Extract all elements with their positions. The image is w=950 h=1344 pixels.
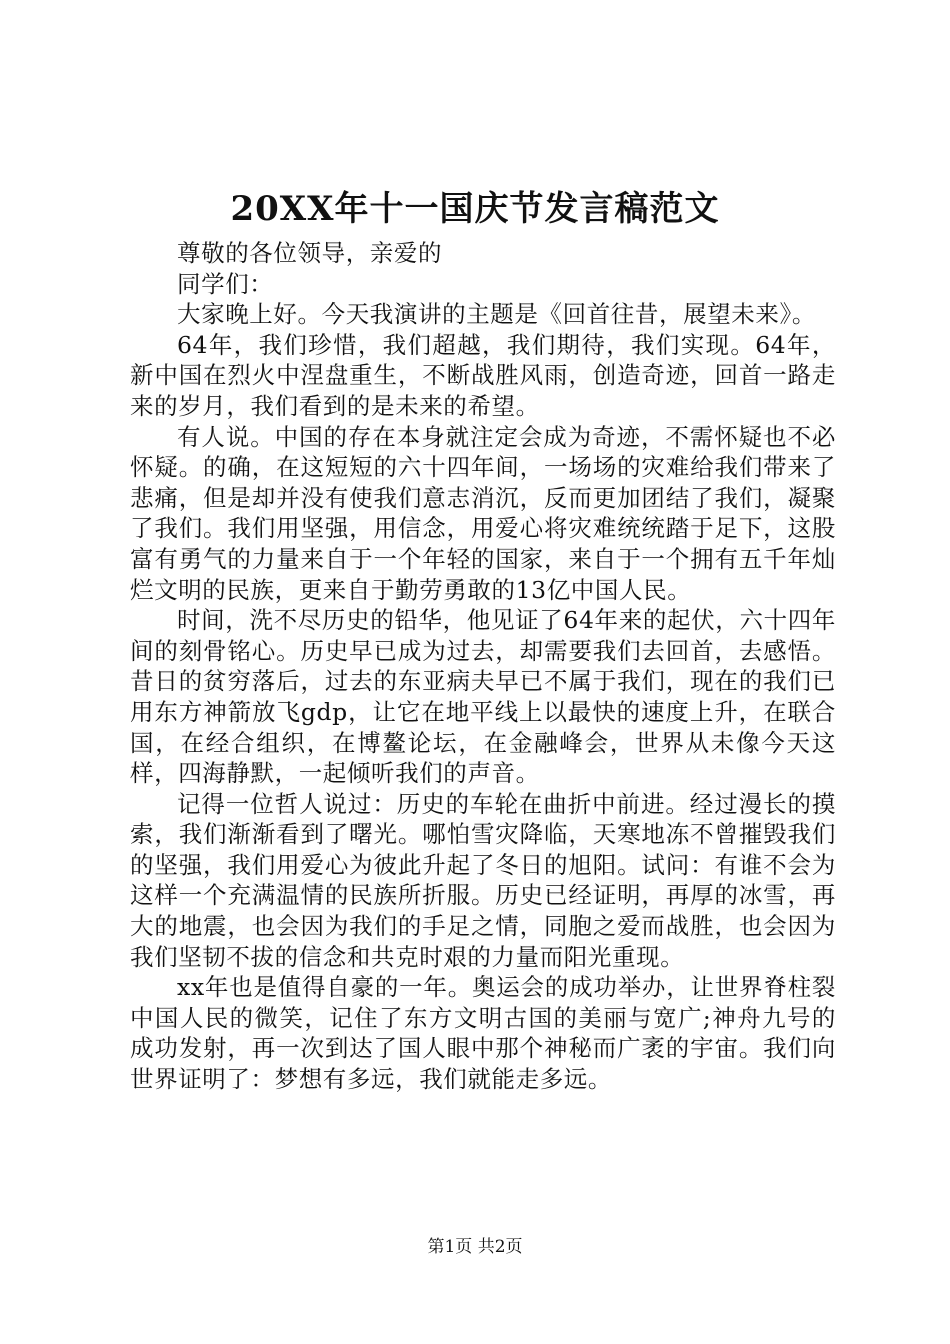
paragraph-salutation-cont: 同学们： xyxy=(177,269,274,298)
paragraph-philosopher: 记得一位哲人说过：历史的车轮在曲折中前进。经过漫长的摸索，我们渐渐看到了曙光。哪怕雪灾降临，天寒地冻不曾摧毁我们的坚强，我们用爱心为彼此升起了冬日的旭阳。试问：有谁不会为这样一个充满温情的民族所折服。历史已经证明，再厚的冰雪，再大的地震，也会因为我们的手足之情，同胞之爱而战胜，也会因为我们坚韧不拔的信念和共克时艰的力量而阳光重现。 xyxy=(130,789,836,971)
paragraph-64-years: 64年，我们珍惜，我们超越，我们期待，我们实现。64年，新中国在烈火中涅盘重生，不断战胜风雨，创造奇迹，回首一路走来的岁月，我们看到的是未来的希望。 xyxy=(130,330,836,420)
paragraph-miracle: 有人说。中国的存在本身就注定会成为奇迹，不需怀疑也不必怀疑。的确，在这短短的六十四年间，一场场的灾难给我们带来了悲痛，但是却并没有使我们意志消沉，反而更加团结了我们，凝聚了我们。我们用坚强，用信念，用爱心将灾难统统踏于足下，这股富有勇气的力量来自于一个年轻的国家，来自于一个拥有五千年灿烂文明的民族，更来自于勤劳勇敢的13亿中国人民。 xyxy=(130,422,836,604)
paragraph-time: 时间，洗不尽历史的铅华，他见证了64年来的起伏，六十四年间的刻骨铭心。历史早已成为过去，却需要我们去回首，去感悟。昔日的贫穷落后，过去的东亚病夫早已不属于我们，现在的我们已用东方神箭放飞gdp，让它在地平线上以最快的速度上升，在联合国，在经合组织，在博鳌论坛，在金融峰会，世界从未像今天这样，四海静默，一起倾听我们的声音。 xyxy=(130,606,836,788)
paragraph-salutation: 尊敬的各位领导，亲爱的 xyxy=(177,239,443,267)
document-body xyxy=(130,238,836,1095)
paragraph-greeting: 大家晚上好。今天我演讲的主题是《回首往昔，展望未来》。 xyxy=(177,300,816,329)
page-number-footer: 第1页 共2页 xyxy=(427,1237,523,1257)
paragraph-proud-year: xx年也是值得自豪的一年。奥运会的成功举办，让世界脊柱裂中国人民的微笑，记住了东方文明古国的美丽与宽广;神舟九号的成功发射，再一次到达了国人眼中那个神秘而广袤的宇宙。我们向世界证明了：梦想有多远，我们就能走多远。 xyxy=(130,973,836,1094)
document-title: 20XX年十一国庆节发言稿范文 xyxy=(230,189,720,229)
